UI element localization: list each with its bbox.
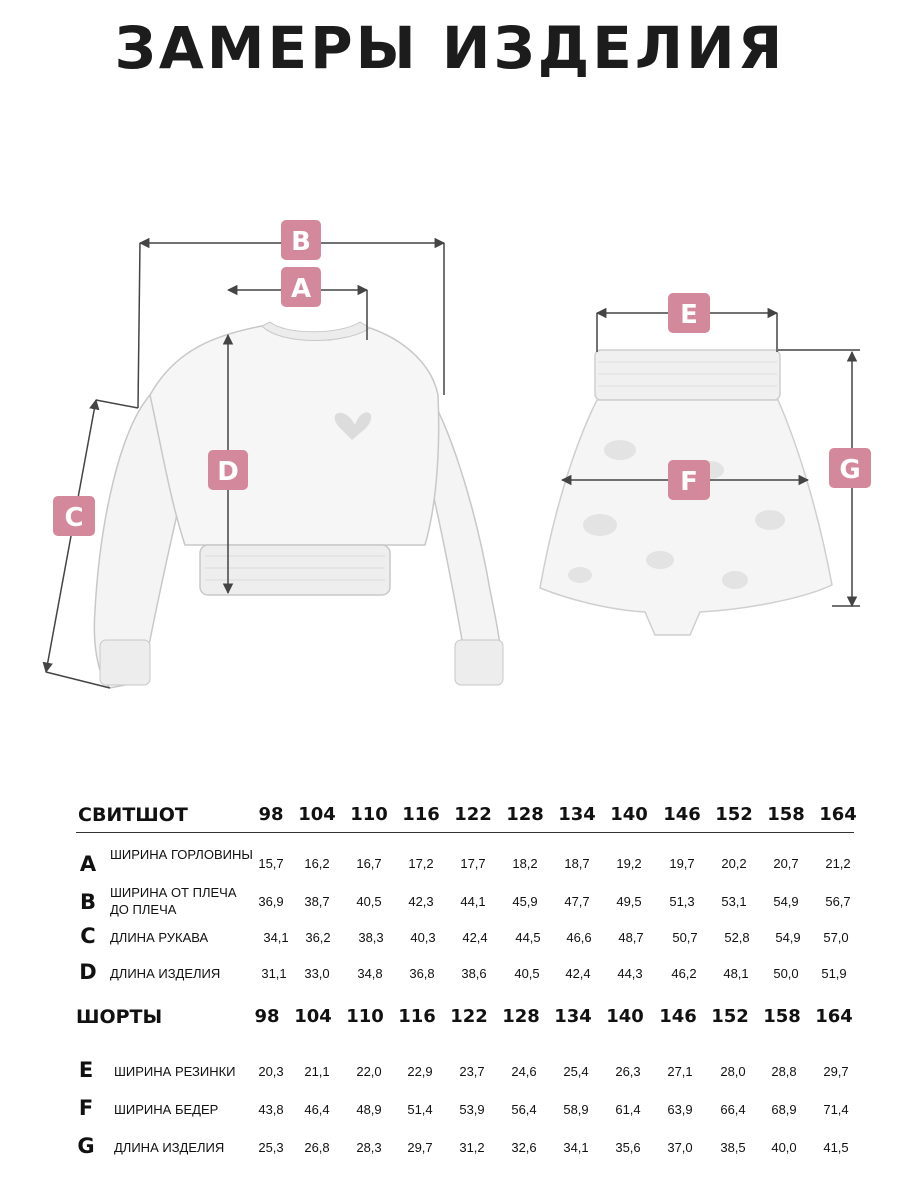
table-cell: 37,0 xyxy=(667,1140,693,1155)
table-cell: 53,9 xyxy=(459,1102,485,1117)
table-cell: 23,7 xyxy=(459,1064,485,1079)
table-cell: 16,2 xyxy=(304,856,330,871)
size-label: 152 xyxy=(715,804,753,825)
row-label: ШИРИНА ГОРЛОВИНЫ xyxy=(110,847,253,862)
table-cell: 50,7 xyxy=(672,930,698,945)
table-cell: 57,0 xyxy=(823,930,849,945)
row-letter: B xyxy=(79,890,96,914)
table-cell: 21,2 xyxy=(825,856,851,871)
sweatshirt-header: СВИТШОТ xyxy=(78,804,188,826)
table-cell: 66,4 xyxy=(720,1102,746,1117)
table-cell: 68,9 xyxy=(771,1102,797,1117)
table-cell: 50,0 xyxy=(773,966,799,981)
table-cell: 35,6 xyxy=(615,1140,641,1155)
badge-a xyxy=(281,267,321,307)
table-cell: 34,1 xyxy=(263,930,289,945)
table-cell: 25,3 xyxy=(258,1140,284,1155)
table-cell: 28,3 xyxy=(356,1140,382,1155)
size-label: 110 xyxy=(350,804,388,825)
table-cell: 22,9 xyxy=(407,1064,433,1079)
svg-text:D: D xyxy=(217,457,239,487)
table-cell: 53,1 xyxy=(721,894,747,909)
badge-e xyxy=(668,293,710,333)
table-cell: 36,9 xyxy=(258,894,284,909)
table-cell: 27,1 xyxy=(667,1064,693,1079)
table-cell: 40,5 xyxy=(514,966,540,981)
badge-b xyxy=(281,220,321,260)
table-header-row xyxy=(0,1006,900,1046)
row-label: ДЛИНА ИЗДЕЛИЯ xyxy=(114,1140,225,1155)
table-header-row xyxy=(0,804,900,844)
sweatshirt-drawing xyxy=(94,322,503,688)
row-label: ДЛИНА ИЗДЕЛИЯ xyxy=(110,966,221,981)
size-label: 98 xyxy=(258,804,284,825)
table-cell: 46,2 xyxy=(671,966,697,981)
table-cell: 18,2 xyxy=(512,856,538,871)
table-cell: 28,8 xyxy=(771,1064,797,1079)
table-cell: 61,4 xyxy=(615,1102,641,1117)
table-cell: 20,2 xyxy=(721,856,747,871)
table-row xyxy=(0,924,900,964)
table-cell: 38,7 xyxy=(304,894,330,909)
table-cell: 38,5 xyxy=(720,1140,746,1155)
table-cell: 38,6 xyxy=(461,966,487,981)
table-cell: 54,9 xyxy=(775,930,801,945)
size-label: 104 xyxy=(298,804,336,825)
size-label: 146 xyxy=(663,804,701,825)
size-label: 134 xyxy=(558,804,596,825)
size-label: 158 xyxy=(763,1006,801,1027)
table-cell: 56,4 xyxy=(511,1102,537,1117)
table-cell: 48,7 xyxy=(618,930,644,945)
table-cell: 44,1 xyxy=(460,894,486,909)
table-cell: 17,7 xyxy=(460,856,486,871)
size-label: 158 xyxy=(767,804,805,825)
table-row xyxy=(0,1096,900,1136)
table-cell: 24,6 xyxy=(511,1064,537,1079)
table-cell: 16,7 xyxy=(356,856,382,871)
table-cell: 40,0 xyxy=(771,1140,797,1155)
size-label: 116 xyxy=(402,804,440,825)
size-label: 164 xyxy=(819,804,857,825)
table-cell: 15,7 xyxy=(258,856,284,871)
table-row xyxy=(0,960,900,1000)
table-cell: 31,1 xyxy=(261,966,287,981)
row-letter: E xyxy=(78,1058,94,1082)
table-cell: 43,8 xyxy=(258,1102,284,1117)
size-label: 110 xyxy=(346,1006,384,1027)
table-cell: 46,6 xyxy=(566,930,592,945)
table-cell: 33,0 xyxy=(304,966,330,981)
header-divider xyxy=(76,832,854,833)
table-cell: 34,8 xyxy=(357,966,383,981)
svg-text:A: A xyxy=(290,274,312,304)
table-cell: 40,5 xyxy=(356,894,382,909)
table-cell: 42,4 xyxy=(565,966,591,981)
table-cell: 32,6 xyxy=(511,1140,537,1155)
size-label: 146 xyxy=(659,1006,697,1027)
table-cell: 34,1 xyxy=(563,1140,589,1155)
table-cell: 29,7 xyxy=(407,1140,433,1155)
table-cell: 17,2 xyxy=(408,856,434,871)
table-row xyxy=(0,1134,900,1174)
table-cell: 45,9 xyxy=(512,894,538,909)
svg-text:B: B xyxy=(291,227,311,257)
svg-text:E: E xyxy=(680,300,698,330)
table-cell: 38,3 xyxy=(358,930,384,945)
table-cell: 40,3 xyxy=(410,930,436,945)
table-cell: 48,9 xyxy=(356,1102,382,1117)
table-cell: 31,2 xyxy=(459,1140,485,1155)
badge-d xyxy=(208,450,248,490)
table-cell: 19,7 xyxy=(669,856,695,871)
svg-text:F: F xyxy=(680,467,698,497)
row-letter: C xyxy=(80,924,96,948)
table-cell: 42,3 xyxy=(408,894,434,909)
garment-illustration xyxy=(0,190,900,710)
row-letter: G xyxy=(77,1134,95,1158)
table-cell: 46,4 xyxy=(304,1102,330,1117)
table-cell: 44,3 xyxy=(617,966,643,981)
table-cell: 29,7 xyxy=(823,1064,849,1079)
size-label: 98 xyxy=(254,1006,280,1027)
table-cell: 21,1 xyxy=(304,1064,330,1079)
table-cell: 41,5 xyxy=(823,1140,849,1155)
table-cell: 20,3 xyxy=(258,1064,284,1079)
table-cell: 44,5 xyxy=(515,930,541,945)
row-letter: A xyxy=(79,852,97,876)
size-label: 140 xyxy=(610,804,648,825)
size-label: 122 xyxy=(450,1006,488,1027)
table-cell: 22,0 xyxy=(356,1064,382,1079)
row-label: ДЛИНА РУКАВА xyxy=(110,930,209,945)
size-label: 140 xyxy=(606,1006,644,1027)
svg-text:G: G xyxy=(839,455,861,485)
size-label: 104 xyxy=(294,1006,332,1027)
size-label: 128 xyxy=(502,1006,540,1027)
table-cell: 51,4 xyxy=(407,1102,433,1117)
table-cell: 54,9 xyxy=(773,894,799,909)
size-label: 122 xyxy=(454,804,492,825)
size-label: 164 xyxy=(815,1006,853,1027)
table-cell: 51,9 xyxy=(821,966,847,981)
table-cell: 51,3 xyxy=(669,894,695,909)
badge-c xyxy=(53,496,95,536)
table-cell: 56,7 xyxy=(825,894,851,909)
table-cell: 36,8 xyxy=(409,966,435,981)
table-cell: 71,4 xyxy=(823,1102,849,1117)
table-row xyxy=(0,1058,900,1098)
table-cell: 26,8 xyxy=(304,1140,330,1155)
shorts-header: ШОРТЫ xyxy=(76,1006,163,1028)
table-cell: 48,1 xyxy=(723,966,749,981)
table-cell: 18,7 xyxy=(564,856,590,871)
table-cell: 28,0 xyxy=(720,1064,746,1079)
table-cell: 36,2 xyxy=(305,930,331,945)
size-label: 128 xyxy=(506,804,544,825)
badge-f xyxy=(668,460,710,500)
size-label: 134 xyxy=(554,1006,592,1027)
table-cell: 19,2 xyxy=(616,856,642,871)
svg-text:C: C xyxy=(64,503,84,533)
table-cell: 58,9 xyxy=(563,1102,589,1117)
size-label: 116 xyxy=(398,1006,436,1027)
row-label: ШИРИНА РЕЗИНКИ xyxy=(114,1064,236,1079)
table-cell: 63,9 xyxy=(667,1102,693,1117)
row-letter: D xyxy=(79,960,97,984)
table-cell: 42,4 xyxy=(462,930,488,945)
row-label: ШИРИНА ОТ ПЛЕЧА ДО ПЛЕЧА xyxy=(110,885,237,917)
table-cell: 47,7 xyxy=(564,894,590,909)
table-cell: 52,8 xyxy=(724,930,750,945)
table-cell: 25,4 xyxy=(563,1064,589,1079)
badge-g xyxy=(829,448,871,488)
row-label: ШИРИНА БЕДЕР xyxy=(114,1102,219,1117)
table-row xyxy=(0,844,900,884)
table-cell: 49,5 xyxy=(616,894,642,909)
page-title: ЗАМЕРЫ ИЗДЕЛИЯ xyxy=(114,14,786,82)
table-cell: 20,7 xyxy=(773,856,799,871)
table-cell: 26,3 xyxy=(615,1064,641,1079)
table-row xyxy=(0,882,900,922)
row-letter: F xyxy=(78,1096,94,1120)
size-label: 152 xyxy=(711,1006,749,1027)
